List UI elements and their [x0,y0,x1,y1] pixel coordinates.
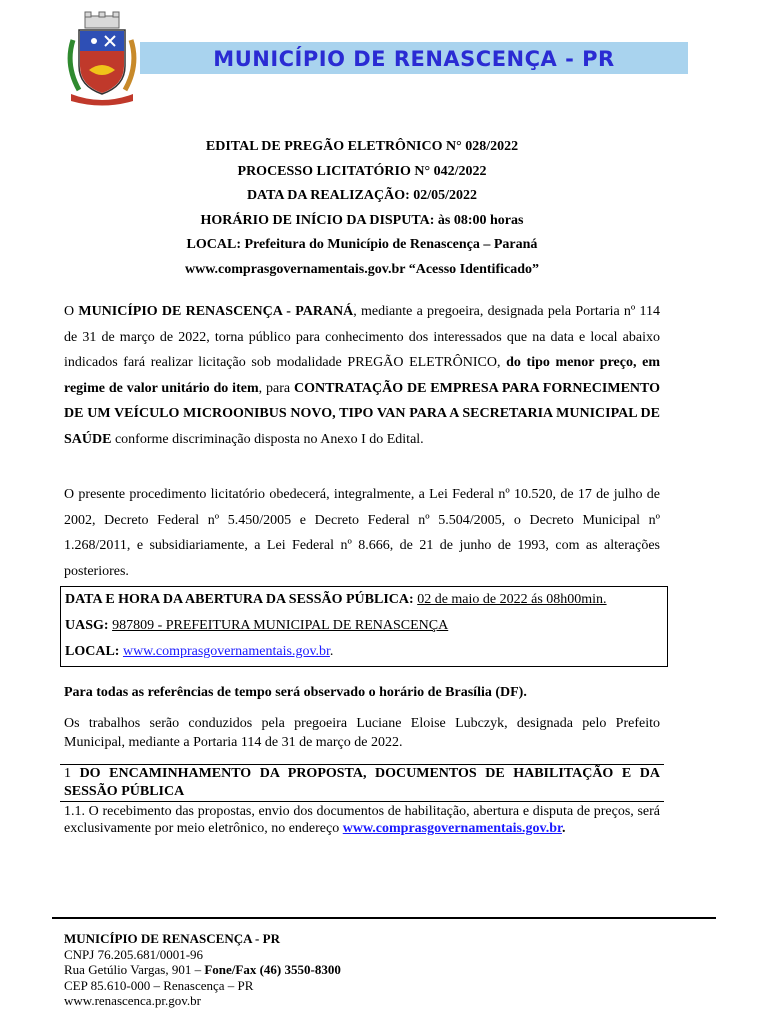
intro-paragraph [64,299,660,453]
session-datetime-row [65,587,663,613]
header-banner [140,42,688,74]
works-paragraph: Os trabalhos serão conduzidos pela pregoeira Luciane Eloise Lubczyk, designada pelo Prefeito Municipal, mediante a Portaria 114 de 31 de março de 2022. [64,716,660,750]
uasg-row [65,613,663,639]
footer-municipality: MUNICÍPIO DE RENASCENÇA - PR [64,931,280,946]
footer-site: www.renascenca.pr.gov.br [64,993,201,1009]
intro-text: O [64,304,79,319]
footer-address-line [64,962,341,978]
location-line: LOCAL: Prefeitura do Município de Renascença – Paraná [186,237,538,253]
period: . [561,821,566,836]
intro-text: , mediante a pregoeira, designada pela Portaria nº 114 de 31 de março de 2022, torna público para conhecimento dos interessados que na data e local abaixo indicados fará realizar licitação sob modalidade PREGÃO ELETRÔNICO, [64,304,660,371]
intro-text: , para [258,380,294,396]
item-link[interactable]: www.comprasgovernamentais.gov.br [342,821,562,836]
intro-text: conforme discriminação disposta no Anexo I do Edital. [111,431,424,447]
document-footer [64,931,341,1009]
comprasnet-link[interactable]: www.comprasgovernamentais.gov.br [122,644,330,659]
intro-object: CONTRATAÇÃO DE EMPRESA PARA FORNECIMENTO DE UM VEÍCULO MICROONIBUS NOVO, TIPO VAN PARA A SECRETARIA MUNICIPAL DE SAÚDE [64,380,660,447]
footer-phone: Fone/Fax (46) 3550-8300 [204,962,341,978]
intro-municipality: MUNICÍPIO DE RENASCENÇA - PARANÁ [78,304,354,319]
period: . [329,644,334,659]
session-location-label: LOCAL: [65,644,120,659]
time-reference-note: Para todas as referências de tempo será observado o horário de Brasília (DF). [64,685,527,700]
footer-cnpj: CNPJ 76.205.681/0001-96 [64,946,204,962]
footer-rule [52,917,716,919]
section-bottom-rule [60,801,664,802]
coat-of-arms-icon [63,10,141,108]
session-location-row [65,639,663,665]
notice-title-block [60,135,664,283]
item-text: 1.1. O recebimento das propostas, envio dos documentos de habilitação, abertura e disputa de preços, será exclusivamente por meio eletrônico, no endereço [64,804,660,836]
section-title: DO ENCAMINHAMENTO DA PROPOSTA, DOCUMENTOS DE HABILITAÇÃO E DA SESSÃO PÚBLICA [64,766,660,799]
uasg-value: 987809 - PREFEITURA MUNICIPAL DE RENASCENÇA [112,618,449,633]
session-datetime-value: 02 de maio de 2022 ás 08h00min. [417,592,607,607]
footer-cep: CEP 85.610-000 – Renascença – PR [64,977,254,993]
document-header [0,0,770,112]
intro-price-type: do tipo menor preço, em regime de valor unitário do item [64,355,660,396]
session-datetime-label: DATA E HORA DA ABERTURA DA SESSÃO PÚBLICA: [65,592,414,607]
date-line: DATA DA REALIZAÇÃO: 02/05/2022 [246,188,478,204]
uasg-label: UASG: [65,618,109,633]
municipality-title: MUNICÍPIO DE RENASCENÇA - PR [213,47,615,71]
start-time-line: HORÁRIO DE INÍCIO DA DISPUTA: às 08:00 horas [200,212,524,228]
section-1-item-1 [64,803,660,837]
website-line: www.comprasgovernamentais.gov.br “Acesso Identificado” [184,261,539,277]
session-info-box [60,586,668,667]
section-1-heading [64,765,660,800]
footer-address: Rua Getúlio Vargas, 901 – [64,962,205,978]
section-number: 1 [64,766,80,781]
process-number: PROCESSO LICITATÓRIO N° 042/2022 [237,163,487,179]
notice-number: EDITAL DE PREGÃO ELETRÔNICO N° 028/2022 [205,139,519,154]
legal-paragraph: O presente procedimento licitatório obedecerá, integralmente, a Lei Federal nº 10.520, de 17 de julho de 2002, Decreto Federal nº 5.450/2005 e Decreto Federal nº 5.504/2005, o Decreto Municipal nº 1.268/2011, e subsidiariamente, a Lei Federal nº 8.666, de 21 de junho de 1993, com as alterações posteriores. [64,487,660,579]
